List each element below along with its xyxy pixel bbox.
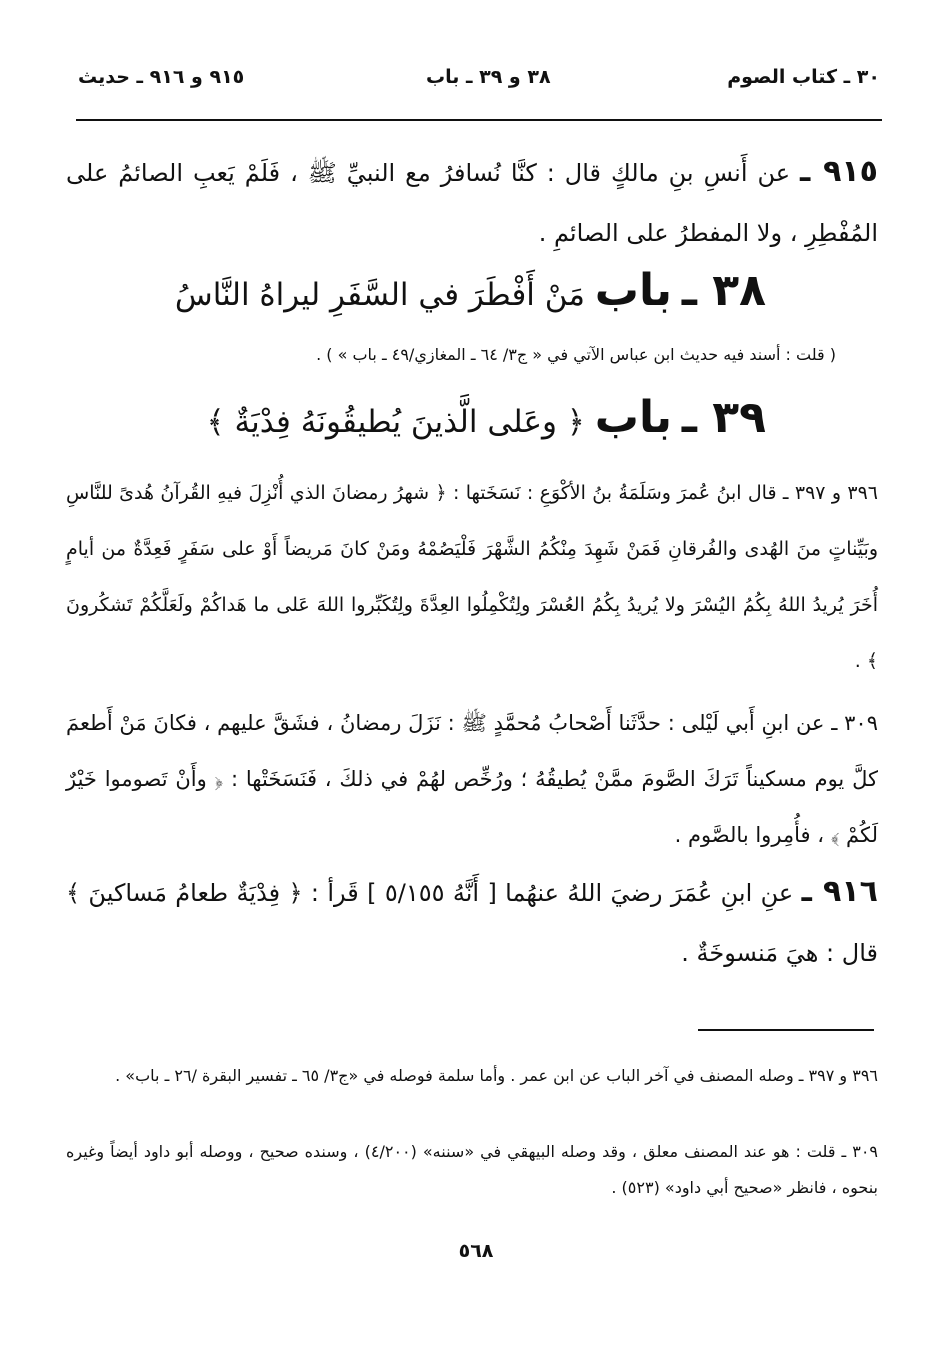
hadith-309-text: عن ابنِ أَبي لَيْلى : حدَّثَنا أَصْحابُ مُحمَّدٍ ﷺ : نَزَلَ رمضانُ ، فشَقَّ عليهم ، فكانَ مَنْ أَطعمَ كلَّ يوم مسكيناً تَرَكَ الصَّومَ ممَّنْ يُطيقُهُ ؛ ورُخِّص لهُمْ في ذلكَ ، فَنَسَخَتْها : ﴿ وأَنْ تَصوموا خَيْرٌ لَكُمْ ﴾ ، فأُمِروا بالصَّوم . [66,711,878,847]
hadith-916-text: عنِ ابنِ عُمَرَ رضيَ اللهُ عنهُما [ أَنَّهُ ٥/١٥٥ ] قَرأ : ﴿ فِدْيَةٌ طعامُ مَساكينَ ﴾ قال : هيَ مَنسوخَةٌ . [66,879,878,967]
chapter-38-note: ( قلت : أسند فيه حديث ابن عباس الآتي في « ج٣/ ٦٤ ـ المغازي/٤٩ ـ باب » ) . [316,345,836,364]
running-header [78,66,880,106]
footnote-rule [698,1029,874,1031]
hadith-309 [66,695,878,863]
header-book-title: ٣٠ ـ كتاب الصوم [727,66,880,88]
footnote-396: ٣٩٦ و ٣٩٧ ـ وصله المصنف في آخر الباب عن ابن عمر . وأما سلمة فوصله في «ج٣/ ٦٥ ـ تفسير البقرة /٢٦ ـ باب» . [115,1066,878,1085]
chapter-39-title: ﴿ وعَلى الَّذينَ يُطيقُونَهُ فِدْيَةٌ ﴾ [206,404,585,440]
header-chapter-range: ٣٨ و ٣٩ ـ باب [426,66,551,88]
hadith-396-number: ٣٩٦ و ٣٩٧ ـ [782,482,879,504]
chapter-38-number: ٣٨ ـ [681,265,766,316]
header-rule [76,119,882,121]
chapter-39-number: ٣٩ ـ [681,392,766,443]
chapter-38-bab: باب [594,265,673,316]
hadith-396-397 [66,465,878,689]
hadith-309-number: ٣٠٩ ـ [831,711,878,735]
header-hadith-range: ٩١٥ و ٩١٦ ـ حديث [78,66,245,88]
page-number: ٥٦٨ [458,1240,494,1262]
footnote-309: ٣٠٩ ـ قلت : هو عند المصنف معلق ، وقد وصله البيهقي في «سننه» (٤/٢٠٠) ، وسنده صحيح ، ووصله أبو داود أيضاً وغيره بنحوه ، فانظر «صحيح أبي داود» (٥٢٣) . [66,1142,879,1197]
hadith-396-text: قال ابنُ عُمرَ وسَلَمَةُ بنُ الأكْوَعِ : نَسَخَتها : ﴿ شهرُ رمضانَ الذي أُنْزِلَ فيهِ القُرآنُ هُدىً للنَّاسِ وبَيِّناتٍ منَ الهُدى والفُرقانِ فَمَنْ شَهِدَ مِنْكُمُ الشَّهْرَ فَلْيَصُمْهُ ومَنْ كانَ مَريضاً أَوْ على سَفَرٍ فَعِدَّةٌ من أيامٍ أُخَرَ يُريدُ اللهُ بِكُمُ اليُسْرَ ولا يُريدُ بِكُمُ العُسْرَ ولِتُكْمِلُوا العِدَّةَ ولِتُكَبِّروا اللهَ عَلى ما هَداكُمْ ولَعَلَّكُمْ تَشكُرونَ ﴾ . [66,482,878,672]
hadith-916 [66,862,878,983]
hadith-915-number: ٩١٥ ـ [800,154,878,189]
chapter-38-title: مَنْ أَفْطَرَ في السَّفَرِ ليراهُ النَّاسُ [174,277,585,313]
chapter-39-bab: باب [594,392,673,443]
hadith-915-text: عن أَنسِ بنِ مالكٍ قال : كنَّا نُسافرُ مع النبيِّ ﷺ ، فَلَمْ يَعبِ الصائمُ على المُفْطِرِ ، ولا المفطرُ على الصائمِ . [66,159,878,247]
chapter-38-heading [66,265,766,316]
hadith-916-number: ٩١٦ ـ [801,874,878,909]
chapter-39-heading [66,392,766,443]
hadith-915 [66,142,878,263]
